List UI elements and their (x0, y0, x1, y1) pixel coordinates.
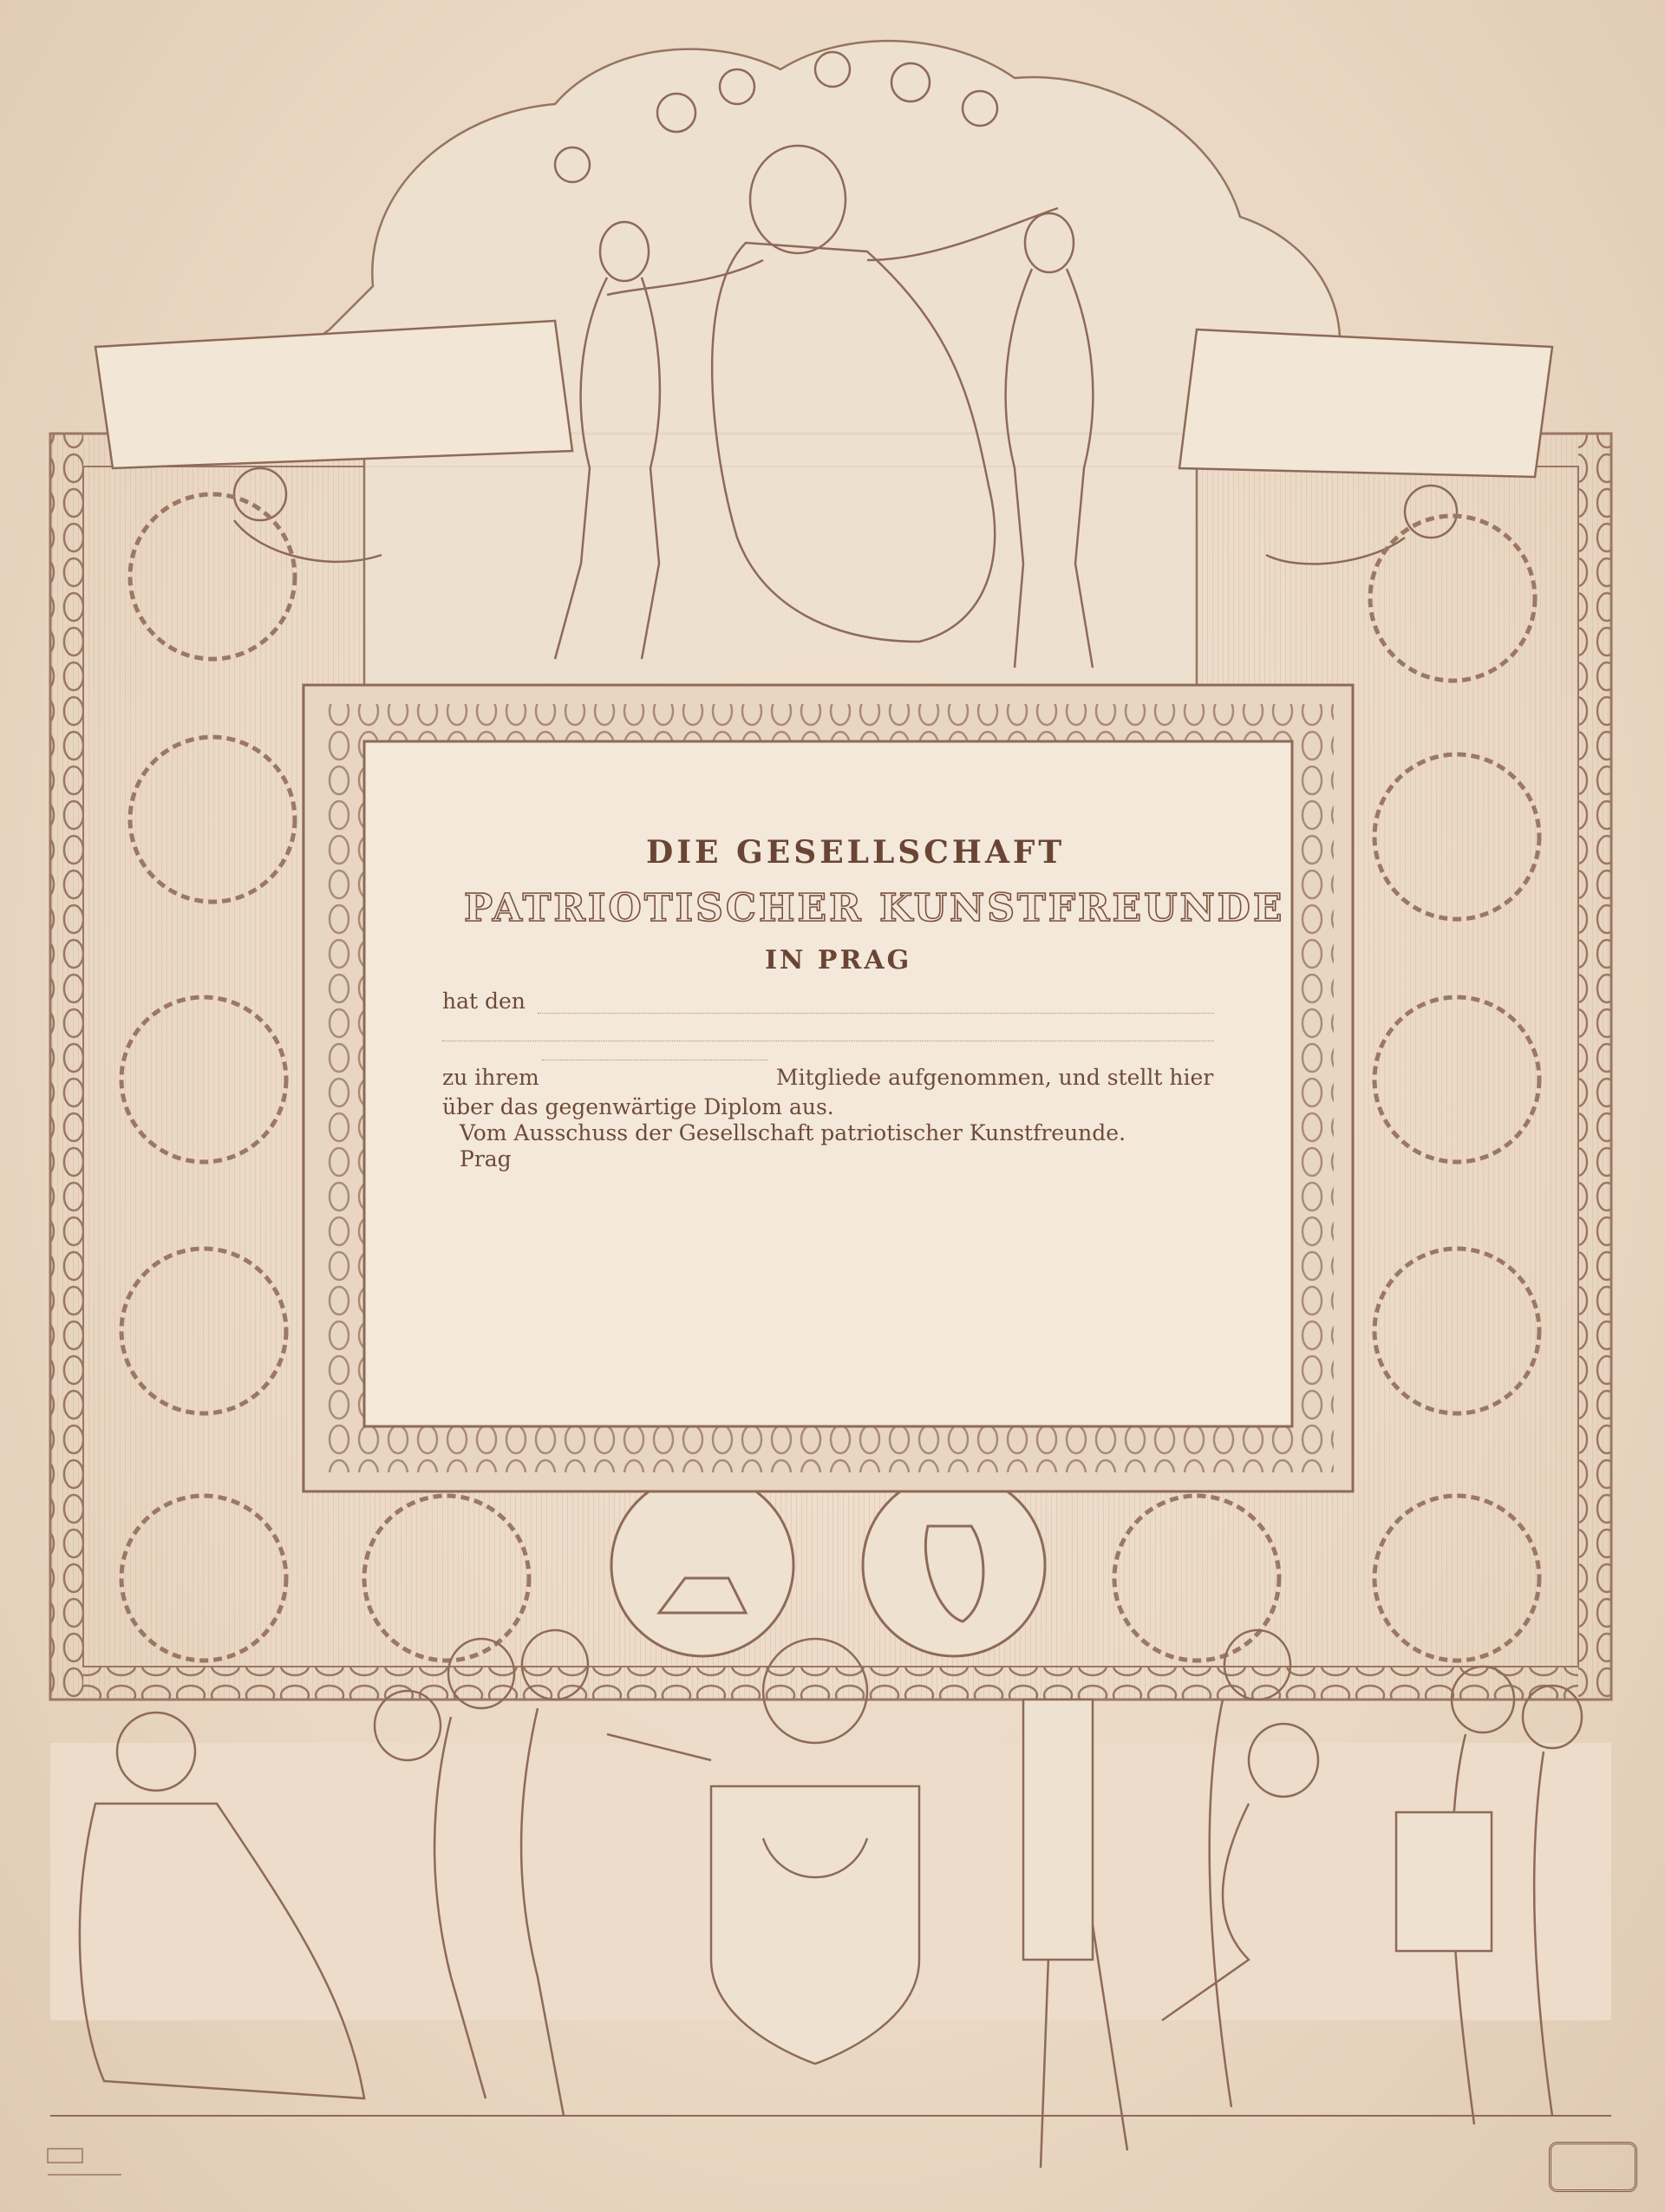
heading-in-prague: IN PRAG (765, 945, 912, 975)
artists-workshop-illustration (50, 1630, 1611, 2168)
name-fill-line (538, 1013, 1214, 1014)
heading-patriotic-art-friends: PATRIOTISCHER KUNSTFREUNDE (464, 886, 1285, 930)
printer-mark (48, 2149, 121, 2175)
heading-society: DIE GESELLSCHAFT (646, 834, 1066, 871)
body-text-line4: Prag (460, 1146, 512, 1171)
body-text-line2: über das gegenwärtige Diplom aus. (442, 1094, 834, 1119)
field-label-hat-den: hat den (442, 989, 526, 1014)
collection-stamp (1549, 2142, 1637, 2192)
body-text-line1: Mitgliede aufgenommen, und stellt hier (776, 1065, 1214, 1090)
field-label-zu-ihrem: zu ihrem (442, 1065, 539, 1090)
body-text-line3: Vom Ausschuss der Gesellschaft patriotischer Kunstfreunde. (460, 1120, 1126, 1145)
